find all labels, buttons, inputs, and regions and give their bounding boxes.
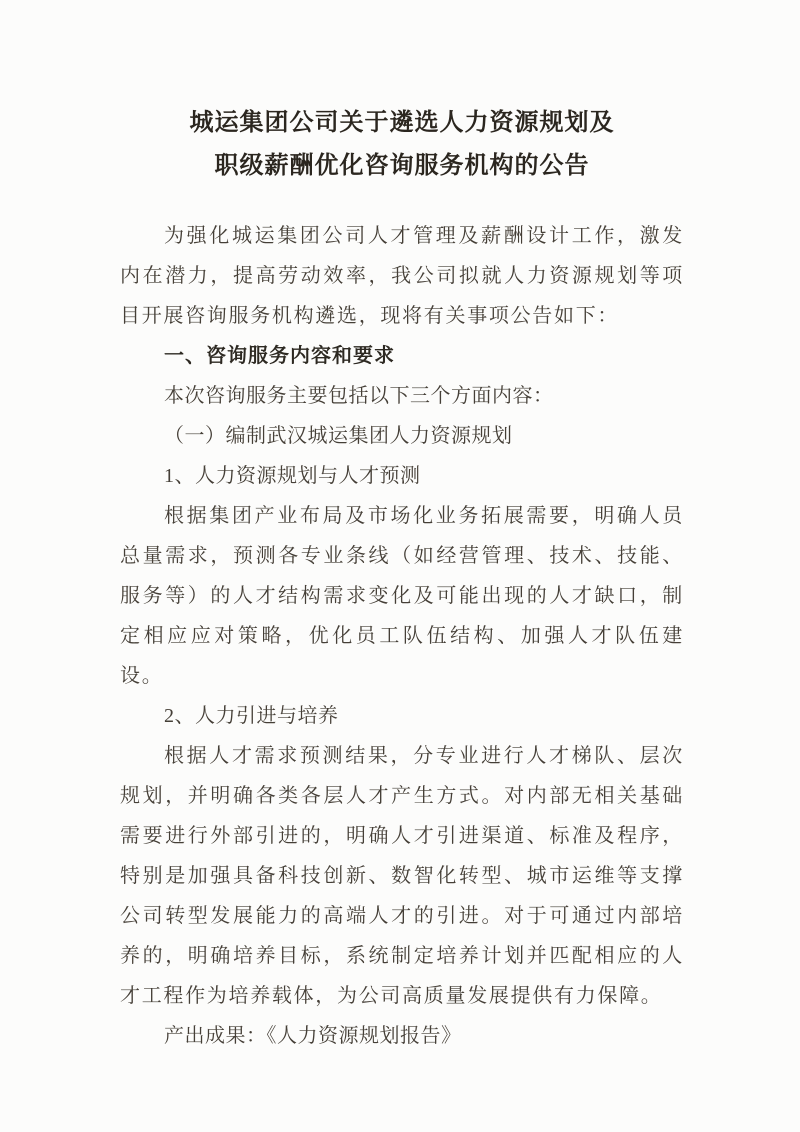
document-title <box>120 102 684 188</box>
section-heading-1: 一、咨询服务内容和要求 <box>164 345 395 367</box>
item-2-paragraph: 根据人才需求预测结果，分专业进行人才梯队、层次规划，并明确各类各层人才产生方式。对内部无相关基础需要进行外部引进的，明确人才引进渠道、标准及程序，特别是加强具备科技创新、数智化转型、城市运维等支撑公司转型发展能力的高端人才的引进。对于可通过内部培养的，明确培养目标，系统制定培养计划并匹配相应的人才工程作为培养载体，为公司高质量发展提供有力保障。 <box>120 745 684 1007</box>
output-result-line: 产出成果：《人力资源规划报告》 <box>164 1025 462 1047</box>
subsection-heading-1: （一）编制武汉城运集团人力资源规划 <box>164 425 513 447</box>
document-body <box>120 216 684 1056</box>
item-1-paragraph: 根据集团产业布局及市场化业务拓展需要，明确人员总量需求，预测各专业条线（如经营管理、技术、技能、服务等）的人才结构需求变化及可能出现的人才缺口，制定相应应对策略，优化员工队伍结构、加强人才队伍建设。 <box>120 505 684 687</box>
document-title-line-2: 职级薪酬优化咨询服务机构的公告 <box>214 153 590 179</box>
item-heading-1: 1、人力资源规划与人才预测 <box>164 465 421 487</box>
document-title-line-1: 城运集团公司关于遴选人力资源规划及 <box>189 110 615 136</box>
intro-paragraph: 为强化城运集团公司人才管理及薪酬设计工作，激发内在潜力，提高劳动效率，我公司拟就人力资源规划等项目开展咨询服务机构遴选，现将有关事项公告如下： <box>120 225 684 327</box>
item-heading-2: 2、人力引进与培养 <box>164 705 339 727</box>
section-intro-line: 本次咨询服务主要包括以下三个方面内容： <box>164 385 554 407</box>
